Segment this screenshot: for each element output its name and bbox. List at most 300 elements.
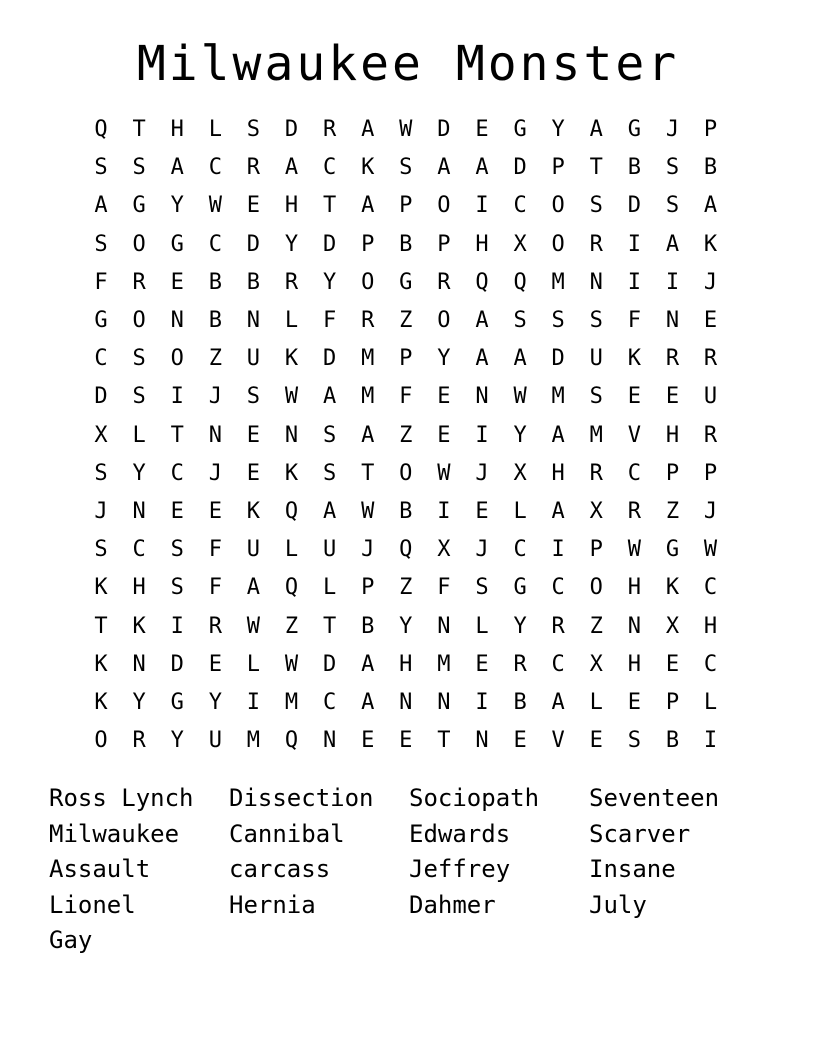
- grid-cell[interactable]: L: [208, 117, 222, 143]
- grid-cell[interactable]: U: [208, 728, 222, 754]
- grid-cell[interactable]: B: [627, 155, 641, 181]
- word-list-item: Dahmer: [409, 890, 496, 919]
- grid-cell[interactable]: Y: [170, 193, 184, 219]
- grid-cell[interactable]: Z: [284, 613, 299, 639]
- grid-cell[interactable]: K: [284, 460, 299, 486]
- grid-cell[interactable]: N: [399, 689, 413, 715]
- grid-cell[interactable]: K: [94, 575, 108, 601]
- grid-cell[interactable]: Q: [94, 117, 108, 143]
- grid-cell[interactable]: Y: [513, 422, 527, 448]
- grid-cell[interactable]: R: [361, 308, 375, 334]
- grid-cell[interactable]: G: [627, 117, 641, 143]
- grid-cell[interactable]: I: [665, 269, 680, 295]
- grid-cell[interactable]: H: [665, 422, 680, 448]
- letter-grid[interactable]: [82, 111, 730, 760]
- grid-cell[interactable]: B: [208, 308, 222, 334]
- grid-cell[interactable]: E: [475, 117, 489, 143]
- grid-cell[interactable]: Q: [399, 537, 413, 563]
- grid-cell[interactable]: W: [513, 384, 527, 410]
- grid-cell[interactable]: J: [208, 384, 222, 410]
- grid-cell[interactable]: E: [703, 308, 718, 334]
- grid-cell[interactable]: Z: [589, 613, 603, 639]
- grid-cell[interactable]: A: [246, 575, 261, 601]
- grid-row: [82, 417, 730, 455]
- grid-row: [82, 187, 730, 225]
- grid-cell[interactable]: X: [513, 231, 527, 257]
- grid-cell[interactable]: H: [132, 575, 146, 601]
- grid-cell[interactable]: M: [284, 689, 299, 715]
- grid-cell[interactable]: P: [665, 460, 680, 486]
- grid-cell[interactable]: S: [589, 308, 603, 334]
- grid-cell[interactable]: K: [284, 346, 299, 372]
- grid-cell[interactable]: M: [246, 728, 261, 754]
- grid-cell[interactable]: K: [246, 498, 261, 524]
- grid-cell[interactable]: K: [94, 689, 108, 715]
- grid-cell[interactable]: S: [399, 155, 413, 181]
- grid-cell[interactable]: A: [94, 193, 108, 219]
- grid-cell[interactable]: L: [246, 651, 261, 677]
- grid-cell[interactable]: A: [475, 155, 489, 181]
- grid-cell[interactable]: A: [513, 346, 527, 372]
- grid-cell[interactable]: N: [589, 269, 603, 295]
- grid-cell[interactable]: E: [246, 193, 261, 219]
- grid-cell[interactable]: S: [94, 537, 108, 563]
- grid-cell[interactable]: I: [627, 231, 641, 257]
- grid-cell[interactable]: K: [703, 231, 718, 257]
- grid-cell[interactable]: D: [94, 384, 108, 410]
- grid-cell[interactable]: F: [437, 575, 451, 601]
- grid-cell[interactable]: C: [513, 193, 527, 219]
- grid-cell[interactable]: D: [627, 193, 641, 219]
- grid-cell[interactable]: E: [475, 651, 489, 677]
- grid-cell[interactable]: S: [246, 117, 261, 143]
- grid-cell[interactable]: S: [627, 728, 641, 754]
- grid-cell[interactable]: S: [475, 575, 489, 601]
- grid-cell[interactable]: B: [513, 689, 527, 715]
- grid-row: [82, 302, 730, 340]
- grid-cell[interactable]: O: [551, 193, 565, 219]
- grid-cell[interactable]: J: [703, 498, 718, 524]
- grid-cell[interactable]: W: [627, 537, 641, 563]
- grid-cell[interactable]: N: [665, 308, 680, 334]
- grid-cell[interactable]: C: [551, 575, 565, 601]
- grid-cell[interactable]: O: [551, 231, 565, 257]
- grid-cell[interactable]: N: [627, 613, 641, 639]
- grid-cell[interactable]: B: [399, 231, 413, 257]
- grid-cell[interactable]: R: [513, 651, 527, 677]
- grid-cell[interactable]: E: [513, 728, 527, 754]
- grid-cell[interactable]: D: [170, 651, 184, 677]
- grid-cell[interactable]: M: [589, 422, 603, 448]
- grid-cell[interactable]: J: [94, 498, 108, 524]
- grid-cell[interactable]: A: [665, 231, 680, 257]
- grid-cell[interactable]: H: [284, 193, 299, 219]
- grid-cell[interactable]: H: [551, 460, 565, 486]
- grid-cell[interactable]: X: [665, 613, 680, 639]
- grid-cell[interactable]: O: [399, 460, 413, 486]
- grid-cell[interactable]: C: [551, 651, 565, 677]
- grid-cell[interactable]: E: [665, 384, 680, 410]
- grid-cell[interactable]: I: [551, 537, 565, 563]
- grid-cell[interactable]: C: [703, 651, 718, 677]
- grid-cell[interactable]: A: [475, 308, 489, 334]
- grid-cell[interactable]: N: [322, 728, 337, 754]
- grid-cell[interactable]: Y: [170, 728, 184, 754]
- grid-cell[interactable]: S: [513, 308, 527, 334]
- grid-row: [82, 493, 730, 531]
- grid-cell[interactable]: I: [475, 422, 489, 448]
- grid-cell[interactable]: A: [551, 689, 565, 715]
- grid-cell[interactable]: I: [475, 689, 489, 715]
- grid-cell[interactable]: O: [94, 728, 108, 754]
- grid-cell[interactable]: A: [361, 651, 375, 677]
- grid-cell[interactable]: S: [170, 575, 184, 601]
- grid-cell[interactable]: A: [589, 117, 603, 143]
- grid-cell[interactable]: J: [475, 460, 489, 486]
- grid-cell[interactable]: J: [703, 269, 718, 295]
- grid-cell[interactable]: B: [246, 269, 261, 295]
- grid-cell[interactable]: Z: [399, 308, 413, 334]
- grid-cell[interactable]: H: [627, 575, 641, 601]
- grid-cell[interactable]: E: [589, 728, 603, 754]
- grid-cell[interactable]: J: [665, 117, 680, 143]
- grid-cell[interactable]: S: [665, 155, 680, 181]
- grid-cell[interactable]: H: [627, 651, 641, 677]
- grid-cell[interactable]: R: [437, 269, 451, 295]
- grid-cell[interactable]: E: [475, 498, 489, 524]
- grid-cell[interactable]: K: [627, 346, 641, 372]
- grid-cell[interactable]: Z: [399, 422, 413, 448]
- grid-cell[interactable]: O: [361, 269, 375, 295]
- grid-cell[interactable]: A: [170, 155, 184, 181]
- grid-cell[interactable]: U: [246, 537, 261, 563]
- grid-cell[interactable]: L: [513, 498, 527, 524]
- grid-cell[interactable]: P: [589, 537, 603, 563]
- grid-cell[interactable]: N: [132, 498, 146, 524]
- grid-cell[interactable]: Y: [132, 689, 146, 715]
- grid-cell[interactable]: N: [475, 728, 489, 754]
- grid-cell[interactable]: C: [208, 155, 222, 181]
- grid-cell[interactable]: U: [703, 384, 718, 410]
- grid-cell[interactable]: D: [437, 117, 451, 143]
- grid-cell[interactable]: A: [551, 422, 565, 448]
- grid-cell[interactable]: L: [475, 613, 489, 639]
- grid-cell[interactable]: G: [170, 689, 184, 715]
- grid-cell[interactable]: P: [361, 575, 375, 601]
- grid-cell[interactable]: F: [208, 575, 222, 601]
- grid-cell[interactable]: F: [208, 537, 222, 563]
- grid-cell[interactable]: Z: [208, 346, 222, 372]
- grid-cell[interactable]: Q: [284, 728, 299, 754]
- grid-cell[interactable]: W: [703, 537, 718, 563]
- grid-cell[interactable]: E: [246, 422, 261, 448]
- grid-cell[interactable]: T: [132, 117, 146, 143]
- grid-cell[interactable]: R: [589, 460, 603, 486]
- grid-cell[interactable]: C: [703, 575, 718, 601]
- grid-cell[interactable]: W: [208, 193, 222, 219]
- grid-cell[interactable]: C: [94, 346, 108, 372]
- grid-cell[interactable]: R: [665, 346, 680, 372]
- grid-cell[interactable]: L: [589, 689, 603, 715]
- grid-cell[interactable]: S: [246, 384, 261, 410]
- grid-cell[interactable]: Q: [284, 498, 299, 524]
- grid-cell[interactable]: E: [437, 422, 451, 448]
- grid-cell[interactable]: W: [284, 384, 299, 410]
- grid-cell[interactable]: E: [665, 651, 680, 677]
- grid-row: [82, 149, 730, 187]
- grid-cell[interactable]: I: [627, 269, 641, 295]
- grid-cell[interactable]: U: [246, 346, 261, 372]
- grid-cell[interactable]: O: [437, 308, 451, 334]
- grid-cell[interactable]: S: [322, 422, 337, 448]
- grid-cell[interactable]: E: [170, 498, 184, 524]
- grid-cell[interactable]: I: [475, 193, 489, 219]
- word-list-item: Lionel: [49, 890, 136, 919]
- grid-cell[interactable]: D: [246, 231, 261, 257]
- grid-cell[interactable]: P: [399, 346, 413, 372]
- grid-cell[interactable]: O: [170, 346, 184, 372]
- grid-cell[interactable]: U: [589, 346, 603, 372]
- grid-cell[interactable]: H: [703, 613, 718, 639]
- grid-cell[interactable]: S: [94, 460, 108, 486]
- grid-cell[interactable]: T: [437, 728, 451, 754]
- grid-cell[interactable]: E: [246, 460, 261, 486]
- grid-cell[interactable]: I: [437, 498, 451, 524]
- grid-cell[interactable]: D: [513, 155, 527, 181]
- grid-cell[interactable]: M: [551, 384, 565, 410]
- grid-cell[interactable]: R: [703, 422, 718, 448]
- grid-cell[interactable]: A: [361, 193, 375, 219]
- grid-cell[interactable]: B: [703, 155, 718, 181]
- grid-cell[interactable]: C: [132, 537, 146, 563]
- grid-cell[interactable]: X: [437, 537, 451, 563]
- grid-cell[interactable]: P: [703, 117, 718, 143]
- grid-cell[interactable]: C: [513, 537, 527, 563]
- grid-cell[interactable]: Y: [208, 689, 222, 715]
- grid-cell[interactable]: N: [437, 689, 451, 715]
- grid-cell[interactable]: G: [94, 308, 108, 334]
- grid-cell[interactable]: X: [513, 460, 527, 486]
- grid-cell[interactable]: F: [94, 269, 108, 295]
- grid-cell[interactable]: Z: [399, 575, 413, 601]
- grid-cell[interactable]: S: [322, 460, 337, 486]
- grid-cell[interactable]: I: [170, 613, 184, 639]
- grid-cell[interactable]: J: [208, 460, 222, 486]
- grid-cell[interactable]: S: [132, 155, 146, 181]
- grid-cell[interactable]: D: [322, 231, 337, 257]
- grid-cell[interactable]: B: [361, 613, 375, 639]
- grid-cell[interactable]: R: [246, 155, 261, 181]
- grid-cell[interactable]: L: [284, 537, 299, 563]
- grid-cell[interactable]: A: [322, 384, 337, 410]
- grid-cell[interactable]: O: [132, 231, 146, 257]
- grid-cell[interactable]: O: [589, 575, 603, 601]
- grid-cell[interactable]: X: [94, 422, 108, 448]
- grid-cell[interactable]: S: [551, 308, 565, 334]
- grid-cell[interactable]: D: [284, 117, 299, 143]
- grid-cell[interactable]: F: [399, 384, 413, 410]
- grid-cell[interactable]: A: [703, 193, 718, 219]
- grid-cell[interactable]: T: [361, 460, 375, 486]
- grid-cell[interactable]: R: [208, 613, 222, 639]
- grid-cell[interactable]: O: [132, 308, 146, 334]
- grid-cell[interactable]: G: [399, 269, 413, 295]
- grid-cell[interactable]: H: [475, 231, 489, 257]
- grid-cell[interactable]: Y: [551, 117, 565, 143]
- grid-cell[interactable]: P: [437, 231, 451, 257]
- grid-cell[interactable]: K: [94, 651, 108, 677]
- grid-cell[interactable]: A: [284, 155, 299, 181]
- grid-cell[interactable]: N: [475, 384, 489, 410]
- grid-cell[interactable]: N: [208, 422, 222, 448]
- grid-cell[interactable]: K: [361, 155, 375, 181]
- grid-cell[interactable]: P: [361, 231, 375, 257]
- grid-cell[interactable]: B: [208, 269, 222, 295]
- grid-cell[interactable]: C: [322, 689, 337, 715]
- grid-cell[interactable]: S: [665, 193, 680, 219]
- grid-cell[interactable]: A: [361, 117, 375, 143]
- grid-cell[interactable]: V: [627, 422, 641, 448]
- grid-cell[interactable]: R: [132, 728, 146, 754]
- grid-cell[interactable]: E: [627, 384, 641, 410]
- grid-cell[interactable]: N: [132, 651, 146, 677]
- grid-cell[interactable]: X: [589, 651, 603, 677]
- grid-cell[interactable]: Y: [132, 460, 146, 486]
- grid-cell[interactable]: N: [284, 422, 299, 448]
- grid-cell[interactable]: F: [627, 308, 641, 334]
- grid-cell[interactable]: R: [551, 613, 565, 639]
- grid-cell[interactable]: A: [361, 689, 375, 715]
- grid-cell[interactable]: Y: [513, 613, 527, 639]
- grid-cell[interactable]: W: [284, 651, 299, 677]
- grid-cell[interactable]: T: [94, 613, 108, 639]
- grid-cell[interactable]: C: [627, 460, 641, 486]
- grid-cell[interactable]: L: [703, 689, 718, 715]
- grid-cell[interactable]: S: [589, 384, 603, 410]
- grid-cell[interactable]: Y: [437, 346, 451, 372]
- grid-cell[interactable]: S: [132, 346, 146, 372]
- grid-cell[interactable]: O: [437, 193, 451, 219]
- grid-cell[interactable]: T: [322, 193, 337, 219]
- grid-cell[interactable]: H: [170, 117, 184, 143]
- word-list-item: Gay: [49, 926, 93, 954]
- grid-cell[interactable]: G: [665, 537, 680, 563]
- grid-cell[interactable]: T: [589, 155, 603, 181]
- word-list-item: July: [589, 890, 647, 919]
- grid-cell[interactable]: C: [170, 460, 184, 486]
- grid-cell[interactable]: P: [665, 689, 680, 715]
- grid-cell[interactable]: G: [132, 193, 146, 219]
- grid-cell[interactable]: E: [361, 728, 375, 754]
- grid-cell[interactable]: M: [551, 269, 565, 295]
- grid-cell[interactable]: N: [246, 308, 261, 334]
- grid-cell[interactable]: C: [208, 231, 222, 257]
- grid-cell[interactable]: B: [665, 728, 680, 754]
- grid-cell[interactable]: R: [627, 498, 641, 524]
- grid-cell[interactable]: P: [399, 193, 413, 219]
- grid-cell[interactable]: P: [703, 460, 718, 486]
- grid-cell[interactable]: P: [551, 155, 565, 181]
- grid-cell[interactable]: S: [170, 537, 184, 563]
- grid-cell[interactable]: W: [361, 498, 375, 524]
- grid-cell[interactable]: T: [322, 613, 337, 639]
- grid-cell[interactable]: A: [322, 498, 337, 524]
- grid-cell[interactable]: S: [589, 193, 603, 219]
- grid-cell[interactable]: A: [475, 346, 489, 372]
- grid-cell[interactable]: A: [437, 155, 451, 181]
- grid-cell[interactable]: L: [132, 422, 146, 448]
- grid-cell[interactable]: W: [437, 460, 451, 486]
- grid-cell[interactable]: M: [437, 651, 451, 677]
- grid-cell[interactable]: M: [361, 384, 375, 410]
- grid-cell[interactable]: H: [399, 651, 413, 677]
- grid-cell[interactable]: E: [208, 651, 222, 677]
- grid-cell[interactable]: R: [132, 269, 146, 295]
- grid-cell[interactable]: S: [132, 384, 146, 410]
- grid-cell[interactable]: F: [322, 308, 337, 334]
- grid-cell[interactable]: G: [513, 575, 527, 601]
- grid-cell[interactable]: X: [589, 498, 603, 524]
- grid-cell[interactable]: Q: [513, 269, 527, 295]
- grid-row: [82, 378, 730, 416]
- grid-cell[interactable]: E: [208, 498, 222, 524]
- grid-cell[interactable]: J: [475, 537, 489, 563]
- grid-cell[interactable]: L: [322, 575, 337, 601]
- grid-cell[interactable]: W: [246, 613, 261, 639]
- grid-cell[interactable]: D: [322, 346, 337, 372]
- grid-cell[interactable]: R: [322, 117, 337, 143]
- grid-cell[interactable]: E: [170, 269, 184, 295]
- grid-cell[interactable]: N: [437, 613, 451, 639]
- grid-cell[interactable]: I: [170, 384, 184, 410]
- grid-cell[interactable]: W: [399, 117, 413, 143]
- grid-cell[interactable]: I: [246, 689, 261, 715]
- grid-cell[interactable]: N: [170, 308, 184, 334]
- grid-cell[interactable]: L: [284, 308, 299, 334]
- grid-cell[interactable]: Y: [399, 613, 413, 639]
- grid-cell[interactable]: I: [703, 728, 718, 754]
- grid-cell[interactable]: V: [551, 728, 565, 754]
- grid-cell[interactable]: K: [132, 613, 146, 639]
- grid-cell[interactable]: E: [627, 689, 641, 715]
- grid-cell[interactable]: A: [551, 498, 565, 524]
- grid-cell[interactable]: G: [170, 231, 184, 257]
- grid-cell[interactable]: Q: [284, 575, 299, 601]
- grid-cell[interactable]: Y: [322, 269, 337, 295]
- grid-cell[interactable]: Z: [665, 498, 680, 524]
- grid-cell[interactable]: E: [399, 728, 413, 754]
- grid-cell[interactable]: S: [94, 155, 108, 181]
- grid-cell[interactable]: Y: [284, 231, 299, 257]
- grid-cell[interactable]: M: [361, 346, 375, 372]
- grid-cell[interactable]: A: [361, 422, 375, 448]
- grid-cell[interactable]: S: [94, 231, 108, 257]
- grid-cell[interactable]: J: [361, 537, 375, 563]
- grid-cell[interactable]: Q: [475, 269, 489, 295]
- grid-cell[interactable]: U: [322, 537, 337, 563]
- grid-cell[interactable]: G: [513, 117, 527, 143]
- grid-cell[interactable]: D: [551, 346, 565, 372]
- grid-cell[interactable]: R: [589, 231, 603, 257]
- grid-cell[interactable]: D: [322, 651, 337, 677]
- grid-cell[interactable]: K: [665, 575, 680, 601]
- grid-cell[interactable]: R: [284, 269, 299, 295]
- grid-cell[interactable]: B: [399, 498, 413, 524]
- grid-cell[interactable]: E: [437, 384, 451, 410]
- grid-cell[interactable]: R: [703, 346, 718, 372]
- grid-cell[interactable]: T: [170, 422, 184, 448]
- grid-cell[interactable]: C: [322, 155, 337, 181]
